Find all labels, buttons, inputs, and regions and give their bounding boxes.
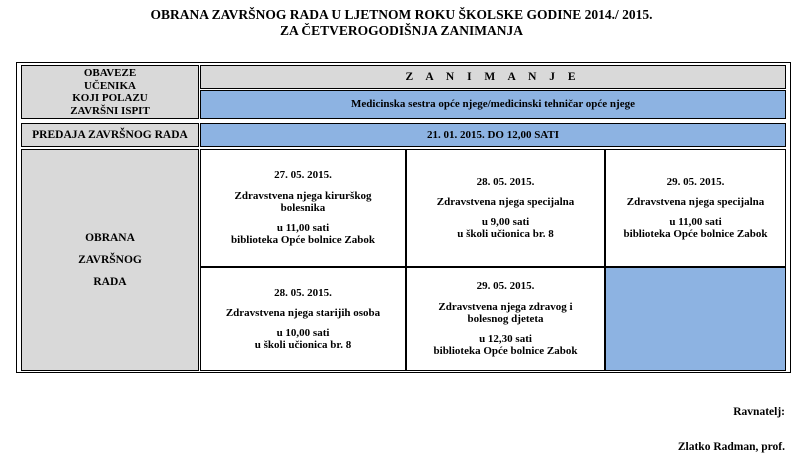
schedule-table xyxy=(16,62,791,373)
session-date: 27. 05. 2015. xyxy=(274,169,332,182)
session-date: 28. 05. 2015. xyxy=(274,286,332,299)
obligations-line: UČENIKA xyxy=(84,79,136,92)
session-subject: bolesnika xyxy=(280,202,326,215)
session-time: u 12,30 sati xyxy=(479,332,532,345)
session-subject: Zdravstvena njega zdravog i xyxy=(438,300,573,313)
occupation-cell xyxy=(200,90,786,119)
session-date: 28. 05. 2015. xyxy=(476,175,535,188)
empty-cell xyxy=(605,267,786,371)
occupation-text: Medicinska sestra opće njege/medicinski tehničar opće njege xyxy=(351,98,635,111)
session-date: 29. 05. 2015. xyxy=(666,175,725,188)
session-subject: Zdravstvena njega specijalna xyxy=(436,196,575,208)
defense-label-line: OBRANA xyxy=(85,232,135,244)
submission-value: 21. 01. 2015. DO 12,00 SATI xyxy=(426,128,560,141)
document-title xyxy=(0,7,803,39)
obligations-line: OBAVEZE xyxy=(83,67,137,79)
session-subject: Zdravstvena njega kirurškog xyxy=(234,189,372,202)
session-place: u školi učionica br. 8 xyxy=(457,228,554,240)
session-subject: bolesnog djeteta xyxy=(467,313,544,326)
submission-label: PREDAJA ZAVRŠNOG RADA xyxy=(32,128,188,141)
session-cell xyxy=(406,267,605,371)
obligations-line: KOJI POLAZU xyxy=(72,92,148,104)
session-cell xyxy=(200,149,406,267)
defense-label-line: ZAVRŠNOG xyxy=(78,254,142,266)
session-subject: Zdravstvena njega starijih osoba xyxy=(225,307,381,319)
session-place: biblioteka Opće bolnice Zabok xyxy=(623,228,768,240)
obligations-header-cell xyxy=(21,65,199,119)
occupation-header-text: Z A N I M A N J E xyxy=(405,70,581,83)
title-line-1: OBRANA ZAVRŠNOG RADA U LJETNOM ROKU ŠKOLSKE GODINE 2014./ 2015. xyxy=(150,7,653,22)
session-time: u 9,00 sati xyxy=(481,215,530,228)
submission-value-cell xyxy=(200,123,786,147)
session-cell xyxy=(605,149,786,267)
obligations-line: ZAVRŠNI ISPIT xyxy=(70,104,150,117)
title-line-2: ZA ČETVEROGODIŠNJA ZANIMANJA xyxy=(279,23,524,38)
session-time: u 11,00 sati xyxy=(276,221,330,234)
session-subject: Zdravstvena njega specijalna xyxy=(626,196,765,208)
defense-label-cell xyxy=(21,149,199,371)
defense-label-line: RADA xyxy=(93,276,127,288)
director-name: Zlatko Radman, prof. xyxy=(677,441,785,453)
session-place: u školi učionica br. 8 xyxy=(254,339,352,351)
occupation-header-cell xyxy=(200,65,786,89)
session-place: biblioteka Opće bolnice Zabok xyxy=(231,234,375,247)
submission-label-cell xyxy=(21,123,199,147)
session-place: biblioteka Opće bolnice Zabok xyxy=(433,345,578,358)
session-cell xyxy=(200,267,406,371)
session-time: u 10,00 sati xyxy=(276,326,330,339)
session-date: 29. 05. 2015. xyxy=(476,280,535,293)
session-time: u 11,00 sati xyxy=(669,215,722,228)
session-cell xyxy=(406,149,605,267)
director-label: Ravnatelj: xyxy=(733,406,785,418)
